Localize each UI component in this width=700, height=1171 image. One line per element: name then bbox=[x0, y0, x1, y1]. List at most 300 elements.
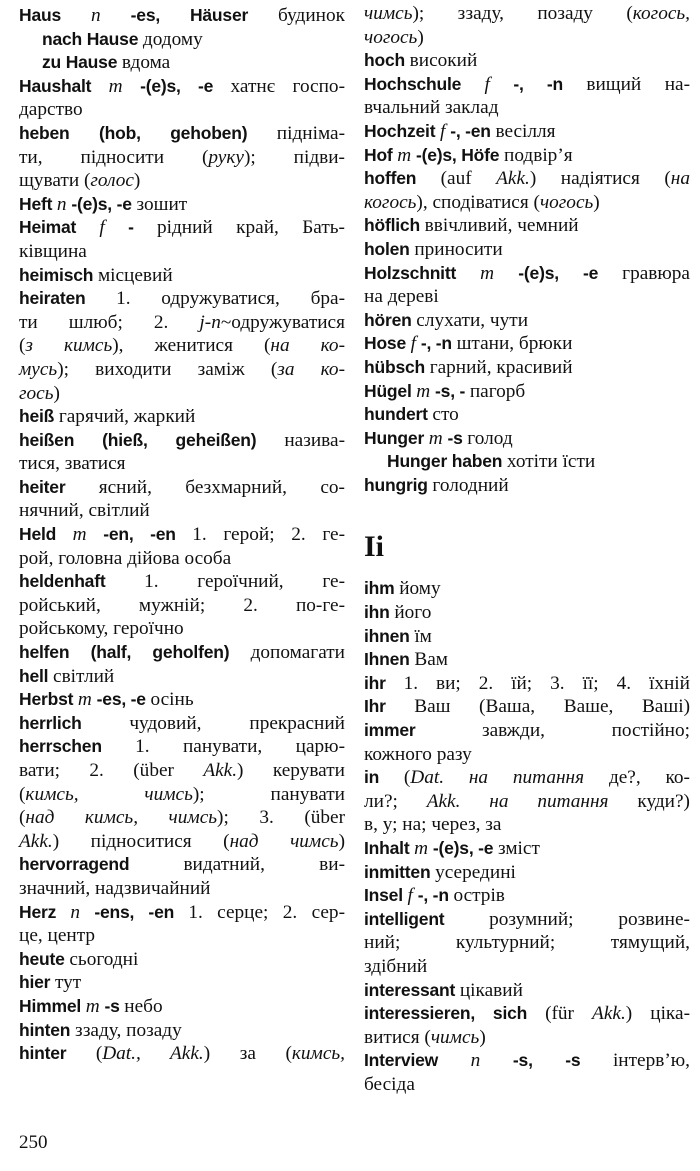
dictionary-line bbox=[364, 1026, 690, 1050]
translation: ний; культурний; тямущий, bbox=[364, 932, 690, 954]
translation: розумний; розвине- bbox=[489, 908, 690, 930]
translation: інтерв’ю, bbox=[612, 1050, 691, 1072]
section-letter-heading: Ii bbox=[364, 530, 385, 564]
dictionary-line bbox=[19, 216, 345, 240]
grammar-note: f bbox=[440, 120, 451, 142]
translation: ); 3. (über bbox=[217, 807, 345, 829]
translation: 1. одружуватися, бра- bbox=[116, 288, 346, 310]
translation: значний, надзвичайний bbox=[19, 877, 211, 899]
headword: Ihr bbox=[364, 696, 415, 717]
translation: (für bbox=[545, 1003, 593, 1025]
headword: Hunger bbox=[364, 427, 429, 448]
headword: Himmel bbox=[19, 995, 86, 1016]
dictionary-line bbox=[364, 1073, 690, 1097]
grammar-note: f bbox=[407, 885, 418, 907]
headword: -es, Häuser bbox=[130, 5, 279, 25]
translation: ройському, героїчно bbox=[19, 618, 184, 640]
dictionary-line bbox=[364, 1002, 690, 1026]
translation: ) bbox=[593, 191, 600, 213]
headword: -(e)s, Höfe bbox=[415, 144, 504, 165]
headword: Haushalt bbox=[19, 75, 109, 96]
translation: ), женитися ( bbox=[112, 335, 271, 357]
dictionary-line bbox=[19, 311, 345, 335]
headword: -, -n bbox=[420, 333, 457, 354]
dictionary-line bbox=[19, 641, 345, 665]
grammar-note: голос bbox=[90, 170, 134, 192]
translation: це, центр bbox=[19, 925, 96, 947]
grammar-note: n bbox=[470, 1050, 513, 1072]
translation: вчальний заклад bbox=[364, 97, 499, 119]
headword: Heft bbox=[19, 193, 57, 214]
dictionary-line bbox=[364, 790, 690, 814]
dictionary-line bbox=[19, 1019, 345, 1043]
dictionary-line bbox=[19, 712, 345, 736]
dictionary-line bbox=[19, 570, 345, 594]
headword: interessant bbox=[364, 979, 460, 1000]
dictionary-line bbox=[364, 167, 690, 191]
dictionary-line bbox=[19, 169, 345, 193]
dictionary-line bbox=[364, 577, 690, 601]
translation: ~одружуватися bbox=[220, 311, 345, 333]
grammar-note: j-n bbox=[199, 311, 221, 333]
dictionary-line bbox=[19, 594, 345, 618]
dictionary-line bbox=[364, 450, 690, 474]
dictionary-line bbox=[364, 262, 690, 286]
translation: йому bbox=[399, 578, 441, 600]
right-column-bottom-entries bbox=[364, 577, 690, 1096]
headword: in bbox=[364, 767, 404, 788]
dictionary-line bbox=[19, 759, 345, 783]
headword: Hose bbox=[364, 333, 411, 354]
dictionary-line bbox=[364, 931, 690, 955]
headword: - bbox=[128, 217, 157, 238]
translation: ); підви- bbox=[243, 146, 345, 168]
translation: цікавий bbox=[459, 979, 523, 1001]
grammar-note: m bbox=[480, 262, 519, 284]
translation: місцевий bbox=[97, 264, 173, 286]
grammar-note: руку bbox=[208, 146, 244, 168]
headword: Hochschule bbox=[364, 73, 485, 94]
headword: Held bbox=[19, 524, 73, 545]
grammar-note: f bbox=[484, 73, 514, 95]
headword: Haus bbox=[19, 5, 91, 25]
headword: -s bbox=[447, 427, 468, 448]
dictionary-line bbox=[19, 735, 345, 759]
dictionary-line bbox=[364, 332, 690, 356]
dictionary-line bbox=[364, 648, 690, 672]
dictionary-line bbox=[364, 625, 690, 649]
translation: небо bbox=[124, 995, 163, 1017]
translation: видатний, ви- bbox=[183, 854, 345, 876]
translation: ввічливий, чемний bbox=[424, 215, 579, 237]
headword: heimisch bbox=[19, 264, 98, 285]
translation: здібний bbox=[364, 955, 428, 977]
headword: heißen (hieß, geheißen) bbox=[19, 429, 285, 450]
translation: зошит bbox=[136, 193, 188, 215]
translation: ( bbox=[19, 335, 26, 357]
dictionary-line bbox=[19, 547, 345, 571]
translation: ківщина bbox=[19, 240, 87, 262]
headword: hinten bbox=[19, 1019, 75, 1040]
translation: ти шлюб; 2. bbox=[19, 311, 200, 333]
headword: immer bbox=[364, 720, 482, 741]
dictionary-line bbox=[364, 601, 690, 625]
headword: -, -n bbox=[513, 73, 587, 94]
dictionary-line bbox=[364, 979, 690, 1003]
headword: Holzschnitt bbox=[364, 262, 481, 283]
translation: гарячий, жаркий bbox=[58, 406, 196, 428]
translation: ) bbox=[338, 830, 345, 852]
grammar-note: на ко- bbox=[270, 335, 345, 357]
grammar-note: m bbox=[72, 524, 104, 546]
translation: куди?) bbox=[637, 790, 690, 812]
headword: -ens, -en bbox=[94, 901, 189, 922]
translation: вдома bbox=[121, 52, 171, 74]
translation: слухати, чути bbox=[416, 309, 529, 331]
headword: hören bbox=[364, 309, 417, 330]
grammar-note: чогось bbox=[539, 191, 594, 213]
dictionary-line bbox=[364, 120, 690, 144]
translation: підніма- bbox=[276, 122, 345, 144]
headword: hundert bbox=[364, 404, 433, 425]
dictionary-line bbox=[364, 908, 690, 932]
translation: подвір’я bbox=[504, 144, 573, 166]
dictionary-line bbox=[19, 146, 345, 170]
translation: острів bbox=[453, 885, 505, 907]
grammar-note: чимсь bbox=[364, 3, 413, 24]
translation: ), сподіватися ( bbox=[416, 191, 540, 213]
headword: -(e)s, -e bbox=[432, 838, 498, 858]
headword: helfen (half, geholfen) bbox=[19, 642, 251, 663]
translation: 1. панувати, царю- bbox=[135, 736, 345, 758]
headword: holen bbox=[364, 238, 415, 259]
translation: назива- bbox=[284, 429, 345, 451]
dictionary-line bbox=[364, 474, 690, 498]
translation: в, у; на; через, за bbox=[364, 814, 502, 836]
translation: Вам bbox=[414, 649, 448, 671]
translation: гарний, красивий bbox=[429, 356, 573, 378]
headword: inmitten bbox=[364, 861, 436, 882]
dictionary-line bbox=[19, 382, 345, 406]
dictionary-line bbox=[19, 617, 345, 641]
dictionary-line bbox=[19, 665, 345, 689]
dictionary-line bbox=[364, 427, 690, 451]
translation: тут bbox=[54, 972, 82, 994]
translation: ) ціка- bbox=[625, 1003, 690, 1025]
translation: 1. герой; 2. ге- bbox=[192, 524, 345, 546]
dictionary-line bbox=[364, 26, 690, 50]
dictionary-line bbox=[364, 1049, 690, 1073]
grammar-note: Dat. на питання bbox=[410, 767, 609, 789]
grammar-note: n bbox=[56, 193, 72, 215]
dictionary-line bbox=[19, 688, 345, 712]
headword: -es, -e bbox=[96, 689, 151, 710]
headword: -s, -s bbox=[512, 1050, 613, 1071]
translation: їм bbox=[414, 625, 432, 647]
headword: Herz bbox=[19, 901, 71, 922]
dictionary-line bbox=[19, 405, 345, 429]
headword: hoch bbox=[364, 50, 410, 71]
grammar-note: m bbox=[77, 689, 97, 711]
translation: вати; 2. (über bbox=[19, 760, 204, 781]
dictionary-line bbox=[19, 806, 345, 830]
grammar-note: m bbox=[85, 995, 105, 1017]
dictionary-line bbox=[19, 264, 345, 288]
dictionary-line bbox=[19, 783, 345, 807]
dictionary-line bbox=[364, 73, 690, 97]
headword: Interview bbox=[364, 1050, 471, 1071]
translation: будинок bbox=[278, 5, 345, 26]
dictionary-line bbox=[364, 403, 690, 427]
grammar-note: гось bbox=[19, 382, 54, 404]
translation: ( bbox=[19, 783, 26, 805]
grammar-note: чогось bbox=[364, 26, 418, 48]
translation: 1. героїчний, ге- bbox=[144, 571, 346, 593]
translation: голод bbox=[467, 427, 513, 449]
translation: завжди, постійно; bbox=[481, 720, 690, 742]
dictionary-line bbox=[19, 476, 345, 500]
dictionary-line bbox=[364, 144, 690, 168]
dictionary-line bbox=[19, 75, 345, 99]
headword: heiß bbox=[19, 406, 59, 427]
headword: ihm bbox=[364, 578, 400, 599]
grammar-note: Akk. на питання bbox=[426, 790, 638, 812]
grammar-note: Akk. bbox=[19, 830, 53, 852]
headword: höflich bbox=[364, 215, 425, 236]
translation: щувати ( bbox=[19, 170, 91, 192]
headword: hell bbox=[19, 665, 54, 686]
headword: heben (hob, gehoben) bbox=[19, 122, 277, 143]
dictionary-line bbox=[364, 672, 690, 696]
headword: Hunger haben bbox=[387, 451, 507, 472]
headword: -s bbox=[104, 995, 125, 1016]
dictionary-line bbox=[364, 861, 690, 885]
translation: ( bbox=[403, 767, 411, 789]
headword: -(e)s, -e bbox=[518, 262, 623, 283]
translation: де?, ко- bbox=[608, 767, 690, 789]
translation: ); панувати bbox=[192, 783, 345, 805]
headword: -, -en bbox=[450, 120, 496, 141]
dictionary-line bbox=[19, 523, 345, 547]
translation: дарство bbox=[19, 99, 83, 121]
dictionary-line bbox=[364, 49, 690, 73]
headword: hungrig bbox=[364, 474, 433, 495]
translation: весілля bbox=[495, 120, 556, 142]
translation: світлий bbox=[53, 665, 115, 687]
dictionary-line bbox=[19, 901, 345, 925]
translation: (auf bbox=[440, 168, 497, 190]
grammar-note: m bbox=[397, 144, 416, 166]
dictionary-line bbox=[364, 743, 690, 767]
dictionary-line bbox=[19, 287, 345, 311]
grammar-note: n bbox=[70, 901, 95, 923]
dictionary-line bbox=[19, 924, 345, 948]
dictionary-line bbox=[19, 51, 345, 75]
dictionary-line bbox=[19, 830, 345, 854]
grammar-note: над кимсь, чимсь bbox=[25, 807, 218, 829]
grammar-note: чимсь bbox=[430, 1026, 480, 1048]
grammar-note: над чимсь bbox=[229, 830, 339, 852]
translation: ) bbox=[417, 26, 424, 48]
grammar-note: Dat., Akk. bbox=[102, 1043, 204, 1065]
translation: ) bbox=[133, 170, 141, 192]
headword: ihnen bbox=[364, 625, 415, 646]
dictionary-line bbox=[364, 309, 690, 333]
grammar-note: n bbox=[90, 5, 131, 26]
dictionary-line bbox=[364, 96, 690, 120]
headword: intelligent bbox=[364, 908, 490, 929]
headword: Herbst bbox=[19, 689, 78, 710]
dictionary-line bbox=[364, 719, 690, 743]
translation: кожного разу bbox=[364, 743, 472, 765]
dictionary-line bbox=[19, 1042, 345, 1066]
translation: ( bbox=[95, 1043, 103, 1065]
headword: -(e)s, -e bbox=[71, 193, 137, 214]
translation: ( bbox=[19, 807, 26, 829]
dictionary-line bbox=[19, 995, 345, 1019]
translation: бесіда bbox=[364, 1073, 415, 1095]
left-column bbox=[19, 4, 345, 1066]
translation: 1. ви; 2. їй; 3. її; 4. їхній bbox=[403, 672, 690, 694]
translation: ); виходити заміж ( bbox=[57, 358, 278, 380]
headword: heute bbox=[19, 948, 70, 969]
translation: його bbox=[394, 602, 432, 624]
dictionary-line bbox=[364, 2, 690, 26]
translation: зміст bbox=[498, 838, 540, 859]
translation: чудовий, прекрасний bbox=[129, 712, 345, 734]
headword: heiraten bbox=[19, 288, 117, 309]
page-number: 250 bbox=[19, 1132, 48, 1153]
translation: хатнє госпо- bbox=[230, 75, 345, 97]
translation: ) підноситися ( bbox=[52, 830, 230, 852]
translation: допомагати bbox=[250, 642, 345, 664]
dictionary-line bbox=[19, 334, 345, 358]
grammar-note: m bbox=[416, 380, 436, 402]
dictionary-line bbox=[19, 28, 345, 52]
translation: ) bbox=[479, 1026, 486, 1048]
translation: сьогодні bbox=[69, 948, 139, 970]
headword: hier bbox=[19, 972, 55, 993]
headword: ihr bbox=[364, 672, 404, 693]
translation: усередині bbox=[435, 861, 516, 883]
headword: zu Hause bbox=[42, 52, 122, 73]
dictionary-line bbox=[364, 766, 690, 790]
right-column bbox=[364, 2, 690, 1097]
dictionary-line bbox=[364, 285, 690, 309]
grammar-note: m bbox=[108, 75, 141, 97]
translation: вищий на- bbox=[586, 73, 691, 95]
headword: Insel bbox=[364, 885, 408, 906]
grammar-note: f bbox=[99, 217, 129, 239]
translation: ) надіятися ( bbox=[529, 168, 671, 190]
translation: приносити bbox=[414, 238, 503, 260]
headword: nach Hause bbox=[42, 28, 143, 49]
headword: Hof bbox=[364, 144, 398, 165]
dictionary-line bbox=[364, 955, 690, 979]
translation: Ваш (Ваша, Ваше, Ваші) bbox=[414, 696, 690, 718]
grammar-note: кимсь, bbox=[291, 1043, 345, 1065]
grammar-note: Akk. bbox=[592, 1003, 626, 1025]
grammar-note: m bbox=[428, 427, 448, 449]
grammar-note: кимсь, чимсь bbox=[25, 783, 193, 805]
dictionary-line bbox=[364, 238, 690, 262]
headword: -s, - bbox=[435, 380, 470, 401]
headword: heldenhaft bbox=[19, 571, 145, 592]
translation: рой, головна дійова особа bbox=[19, 547, 232, 569]
headword: Heimat bbox=[19, 217, 100, 238]
translation: нячний, світлий bbox=[19, 500, 150, 522]
translation: ззаду, позаду bbox=[74, 1019, 182, 1041]
translation: пагорб bbox=[469, 380, 526, 402]
grammar-note: Akk. bbox=[203, 760, 238, 781]
headword: heiter bbox=[19, 476, 99, 497]
dictionary-line bbox=[19, 122, 345, 146]
translation: ) за ( bbox=[203, 1043, 292, 1065]
grammar-note: когось bbox=[364, 191, 417, 213]
translation: ) bbox=[53, 382, 60, 404]
grammar-note: m bbox=[414, 838, 433, 859]
headword: herrschen bbox=[19, 736, 136, 757]
headword: Inhalt bbox=[364, 838, 415, 858]
grammar-note: f bbox=[410, 333, 421, 355]
translation: високий bbox=[409, 50, 478, 72]
dictionary-line bbox=[19, 877, 345, 901]
translation: штани, брюки bbox=[456, 333, 573, 355]
dictionary-line bbox=[19, 358, 345, 382]
grammar-note: Akk. bbox=[496, 168, 530, 190]
headword: hübsch bbox=[364, 356, 430, 377]
grammar-note: на bbox=[670, 168, 690, 190]
translation: ) керувати bbox=[237, 760, 345, 781]
headword: herrlich bbox=[19, 712, 130, 733]
headword: ihn bbox=[364, 602, 395, 623]
grammar-note: мусь bbox=[19, 358, 58, 380]
translation: тися, зватися bbox=[19, 453, 126, 475]
headword: Hügel bbox=[364, 380, 417, 401]
dictionary-line bbox=[19, 240, 345, 264]
headword: -, -n bbox=[417, 885, 454, 906]
headword: -en, -en bbox=[103, 524, 193, 545]
dictionary-line bbox=[19, 452, 345, 476]
translation: ройський, мужній; 2. по-ге- bbox=[19, 594, 345, 616]
translation: додому bbox=[142, 28, 203, 50]
headword: hoffen bbox=[364, 168, 441, 189]
translation: гравюра bbox=[622, 262, 690, 284]
translation: ясний, безхмарний, со- bbox=[98, 476, 345, 498]
dictionary-line bbox=[19, 971, 345, 995]
dictionary-line bbox=[364, 813, 690, 837]
dictionary-line bbox=[364, 356, 690, 380]
headword: Ihnen bbox=[364, 649, 415, 670]
headword: hervorragend bbox=[19, 854, 184, 875]
headword: Hochzeit bbox=[364, 120, 440, 141]
headword: -(e)s, -e bbox=[140, 75, 231, 96]
dictionary-line bbox=[364, 380, 690, 404]
grammar-note: когось, bbox=[632, 3, 690, 24]
grammar-note: за ко- bbox=[277, 358, 345, 380]
dictionary-line bbox=[364, 884, 690, 908]
translation: сто bbox=[432, 404, 459, 426]
dictionary-line bbox=[364, 214, 690, 238]
dictionary-line bbox=[364, 837, 690, 861]
dictionary-line bbox=[19, 499, 345, 523]
dictionary-line bbox=[19, 948, 345, 972]
dictionary-line bbox=[19, 193, 345, 217]
translation: ); ззаду, позаду ( bbox=[412, 3, 633, 24]
translation: ли?; bbox=[364, 790, 427, 812]
dictionary-line bbox=[19, 4, 345, 28]
dictionary-line bbox=[19, 98, 345, 122]
